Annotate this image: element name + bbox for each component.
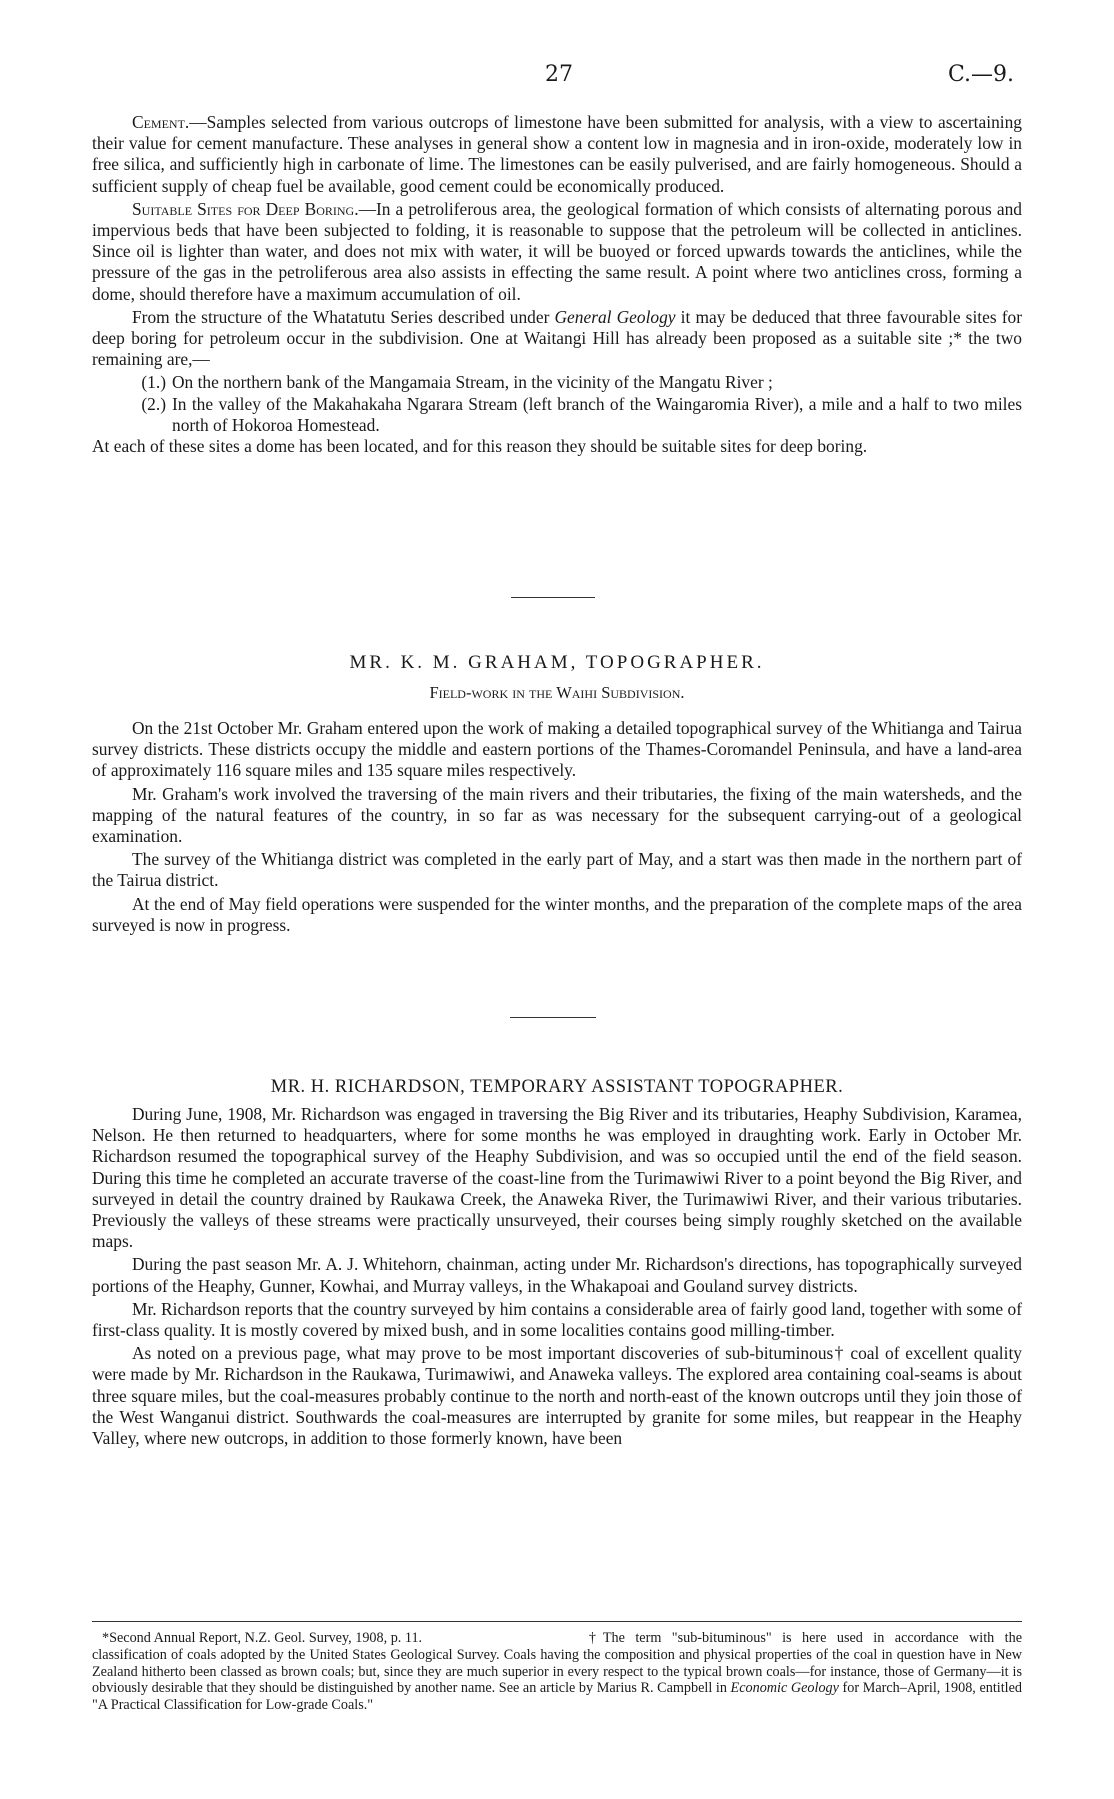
geology-section: [92, 112, 1022, 459]
closing-paragraph: At each of these sites a dome has been located, and for this reason they should be suitable sites for deep boring.: [92, 436, 868, 457]
list-item: [92, 372, 1022, 393]
paragraph: During the past season Mr. A. J. Whitehorn, chainman, acting under Mr. Richardson's directions, has topographically surveyed portions of the Heaphy, Gunner, Kowhai, and Murray valleys, in the Whakapoai and Gouland survey districts.: [92, 1254, 1022, 1296]
section-divider: [510, 1017, 596, 1018]
structure-text-a: From the structure of the Whatatutu Series described under: [132, 306, 555, 327]
sites-text: —In a petroliferous area, the geological formation of which consists of alternating porous and impervious beds that have been subjected to folding, it is reasonable to suppose that the petroleum will be collected in anticlines. Since oil is lighter than water, and does not mix with water, it will be buoyed or forced upwards towards the anticlines, while the pressure of the gas in the petroliferous area also assists in effecting the same result. A point where two anticlines cross, forming a dome, should therefore have a maximum accumulation of oil.: [92, 198, 1023, 304]
paragraph: On the 21st October Mr. Graham entered upon the work of making a detailed topographical survey of the Whitianga and Tairua survey districts. These districts occupy the middle and eastern portions of the Thames-Coromandel Peninsula, and have a land-area of approximately 116 square miles and 135 square miles respectively.: [92, 718, 1022, 781]
list-text: On the northern bank of the Mangamaia Stream, in the vicinity of the Mangatu River ;: [172, 372, 773, 393]
paragraph: As noted on a previous page, what may prove to be most important discoveries of sub-bituminous† coal of excellent quality were made by Mr. Richardson in the Raukawa, Turimawiwi, and Anaweka valleys. The explored area containing coal-seams is about three square miles, but the coal-measures probably continue to the north and north-east of the known outcrops until they join those of the West Wanganui district. Southwards the coal-measures are interrupted by granite for some miles, but reappear in the Heaphy Valley, where new outcrops, in addition to those formerly known, have been: [92, 1343, 1022, 1449]
paragraph: Mr. Graham's work involved the traversing of the main rivers and their tributaries, the fixing of the main watersheds, and the mapping of the natural features of the country, in so far as was necessary for the subsequent carrying-out of a geological examination.: [92, 783, 1022, 847]
footnote-2-em: Economic Geology: [730, 1680, 839, 1697]
document-code: C.—9.: [948, 62, 1015, 87]
structure-text-em: General Geology: [554, 306, 676, 327]
richardson-section: [92, 1104, 1022, 1451]
footnote: [92, 1630, 1022, 1714]
section-divider: [511, 597, 595, 598]
list-number: (1.): [141, 372, 166, 393]
graham-section: [92, 718, 1022, 938]
paragraph: The survey of the Whitianga district was completed in the early part of May, and a start was then made in the northern part of the Tairua district.: [92, 849, 1022, 891]
paragraph: During June, 1908, Mr. Richardson was engaged in traversing the Big River and its tributaries, Heaphy Subdivision, Karamea, Nelson. He then returned to headquarters, where for some months he was employed in draughting work. Early in October Mr. Richardson resumed the topographical survey of the Heaphy Subdivision, and was so occupied until the end of the field season. During this time he completed an accurate traverse of the coast-line from the Turimawiwi River to a point beyond the Big River, and surveyed in detail the country drained by Raukawa Creek, the Anaweka River, the Turimawiwi River, and their various tributaries. Previously the valleys of these streams were practically unsurveyed, their courses being simply roughly sketched on the available maps.: [92, 1104, 1022, 1252]
sites-paragraph: [92, 199, 1022, 305]
footnote-1: *Second Annual Report, N.Z. Geol. Survey, 1908, p. 11.: [102, 1630, 423, 1646]
structure-text-b: it may be deduced that three favourable sites for deep boring for petroleum occur in the subdivision. One at Waitangi Hill has already been proposed as a suitable site ;* the two remaining are,—: [92, 306, 1023, 370]
richardson-heading: MR. H. RICHARDSON, TEMPORARY ASSISTANT TOPOGRAPHER.: [270, 1077, 844, 1097]
cement-text: —Samples selected from various outcrops of limestone have been submitted for analysis, with a view to ascertaining their value for cement manufacture. These analyses in general show a content low in magnesia and in iron-oxide, moderately low in free silica, and sufficiently high in carbonate of lime. The limestones can be easily pulverised, and are fairly homogeneous. Should a sufficient supply of cheap fuel be available, good cement could be economically produced.: [92, 112, 1022, 196]
list-number: (2.): [141, 393, 166, 414]
sites-lead: Suitable Sites for Deep Boring.: [132, 198, 359, 219]
list-text: In the valley of the Makahakaha Ngarara Stream (left branch of the Waingaromia River), a mile and a half to two miles north of Hokoroa Homestead.: [172, 393, 1022, 435]
page-number: 27: [545, 62, 573, 87]
footnotes: [92, 1630, 1022, 1714]
footnote-2-text-a: †The term "sub-bituminous" is here used in accordance with the classification of coals adopted by the United States Geological Survey. Coals having the composition and physical properties of the coal in question have in New Zealand hitherto been classed as brown coals; but, since they are much superior in every respect to the typical brown coals—for instance, those of Germany—it is obviously desirable that they should be distinguished by another name. See an article by Marius R. Campbell in: [92, 1630, 1022, 1697]
footnote-2-text-b: for March–April, 1908, entitled "A Practical Classification for Low-grade Coals.": [92, 1680, 1022, 1714]
graham-heading: MR. K. M. GRAHAM, TOPOGRAPHER.: [349, 652, 765, 673]
paragraph: Mr. Richardson reports that the country surveyed by him contains a considerable area of fairly good land, together with some of first-class quality. It is mostly covered by mixed bush, and in some localities contains good milling-timber.: [92, 1298, 1022, 1341]
paragraph: At the end of May field operations were suspended for the winter months, and the preparation of the complete maps of the area surveyed is now in progress.: [92, 893, 1022, 935]
structure-paragraph: [92, 307, 1022, 371]
footnote-rule: [92, 1621, 1022, 1622]
list-item: [92, 394, 1022, 436]
cement-lead: Cement.: [132, 112, 190, 132]
cement-paragraph: [92, 112, 1022, 197]
graham-subheading: Field-work in the Waihi Subdivision.: [429, 683, 685, 702]
